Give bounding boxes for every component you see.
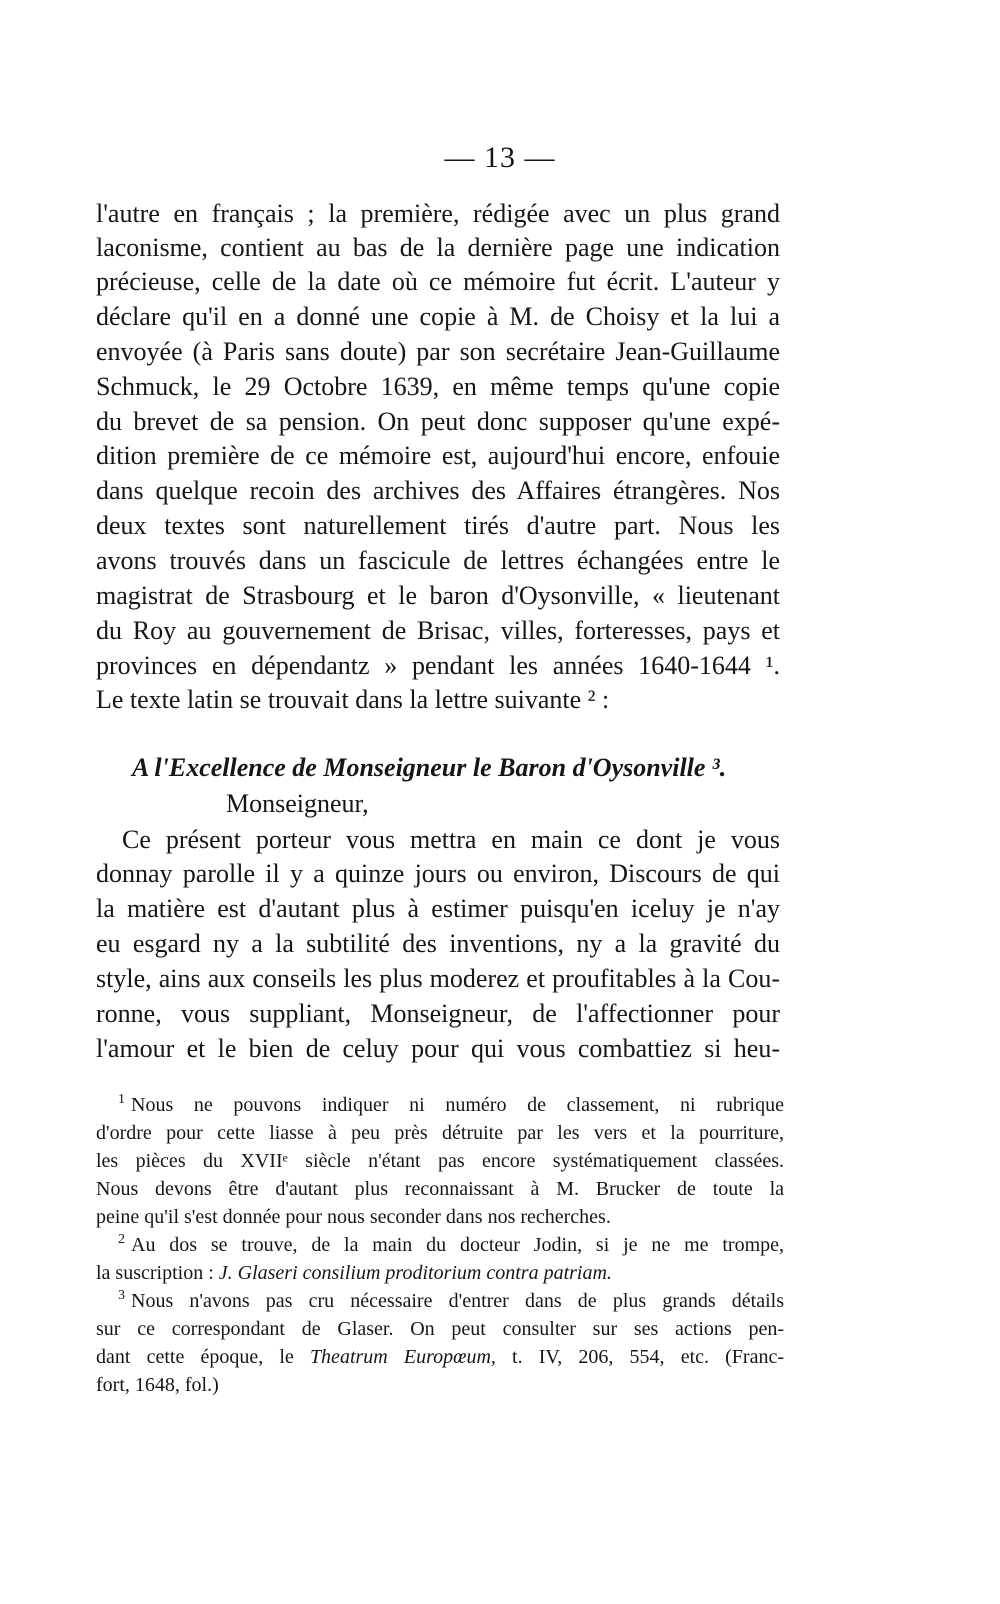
footnote-line: les pièces du XVIIᵉ siècle n'étant pas encore systématiquement classées. [96, 1150, 784, 1172]
body-line: dans quelque recoin des archives des Affaires étrangères. Nos [96, 476, 780, 505]
footnote-line: d'ordre pour cette liasse à peu près détruite par les vers et la pourriture, [96, 1122, 784, 1144]
body-line: magistrat de Strasbourg et le baron d'Oysonville, « lieutenant [96, 581, 780, 610]
footnote-italic-title: Theatrum Europœum, [309, 1346, 496, 1368]
footnote-line [118, 1090, 784, 1120]
footnote-line [118, 1230, 784, 1260]
footnote-text: la suscription : [96, 1262, 214, 1284]
letter-line: donnay parolle il y a quinze jours ou environ, Discours de qui [96, 859, 780, 888]
letter-line: ronne, vous suppliant, Monseigneur, de l'affectionner pour [96, 999, 780, 1028]
body-line: du Roy au gouvernement de Brisac, villes, forteresses, pays et [96, 616, 780, 645]
body-line: avons trouvés dans un fascicule de lettres échangées entre le [96, 546, 780, 575]
body-line: provinces en dépendantz » pendant les années 1640-1644 ¹. [96, 651, 780, 680]
body-line: envoyée (à Paris sans doute) par son secrétaire Jean-Guillaume [96, 337, 780, 366]
footnote-text: t. IV, 206, 554, etc. (Franc- [512, 1346, 784, 1368]
letter-line: eu esgard ny a la subtilité des inventions, ny a la gravité du [96, 929, 780, 958]
footnote-italic-title: J. Glaseri consilium proditorium contra patriam. [218, 1262, 612, 1284]
body-line: déclare qu'il en a donné une copie à M. de Choisy et la lui a [96, 302, 780, 331]
body-line: deux textes sont naturellement tirés d'autre part. Nous les [96, 511, 780, 540]
body-line: dition première de ce mémoire est, aujourd'hui encore, enfouie [96, 441, 780, 470]
footnote-line: peine qu'il s'est donnée pour nous seconder dans nos recherches. [96, 1206, 611, 1228]
footnote-line: sur ce correspondant de Glaser. On peut consulter sur ses actions pen- [96, 1318, 784, 1340]
letter-heading: A l'Excellence de Monseigneur le Baron d'Oysonville ³. [132, 753, 727, 782]
footnote-line: Nous devons être d'autant plus reconnaissant à M. Brucker de toute la [96, 1178, 784, 1200]
footnote-text: dant cette époque, le [96, 1346, 294, 1368]
footnote-text: Nous ne pouvons indiquer ni numéro de classement, ni rubrique [131, 1094, 784, 1116]
footnote-mark: 2 [118, 1232, 125, 1248]
footnote-mark: 1 [118, 1092, 125, 1108]
letter-salutation: Monseigneur, [226, 789, 369, 818]
footnote-line [96, 1342, 784, 1372]
letter-line: la matière est d'autant plus à estimer puisqu'en iceluy je n'ay [96, 894, 780, 923]
footnote-text: Au dos se trouve, de la main du docteur Jodin, si je ne me trompe, [131, 1234, 784, 1256]
letter-line: Ce présent porteur vous mettra en main ce dont je vous [122, 825, 780, 854]
footnote-mark: 3 [118, 1288, 125, 1304]
body-line: précieuse, celle de la date où ce mémoire fut écrit. L'auteur y [96, 267, 780, 296]
letter-line: l'amour et le bien de celuy pour qui vous combattiez si heu- [96, 1034, 780, 1063]
footnote-line [118, 1286, 784, 1316]
footnote-text: Nous n'avons pas cru nécessaire d'entrer dans de plus grands détails [131, 1290, 784, 1312]
footnote-line: fort, 1648, fol.) [96, 1374, 219, 1396]
body-line: l'autre en français ; la première, rédigée avec un plus grand [96, 199, 780, 228]
footnote-line [96, 1258, 784, 1288]
body-line: Le texte latin se trouvait dans la lettre suivante ² : [96, 685, 610, 714]
body-line: du brevet de sa pension. On peut donc supposer qu'une expé- [96, 407, 780, 436]
page-number: — 13 — [444, 141, 556, 174]
body-line: laconisme, contient au bas de la dernière page une indication [96, 233, 780, 262]
letter-line: style, ains aux conseils les plus moderez et proufitables à la Cou- [96, 964, 780, 993]
body-line: Schmuck, le 29 Octobre 1639, en même temps qu'une copie [96, 372, 780, 401]
